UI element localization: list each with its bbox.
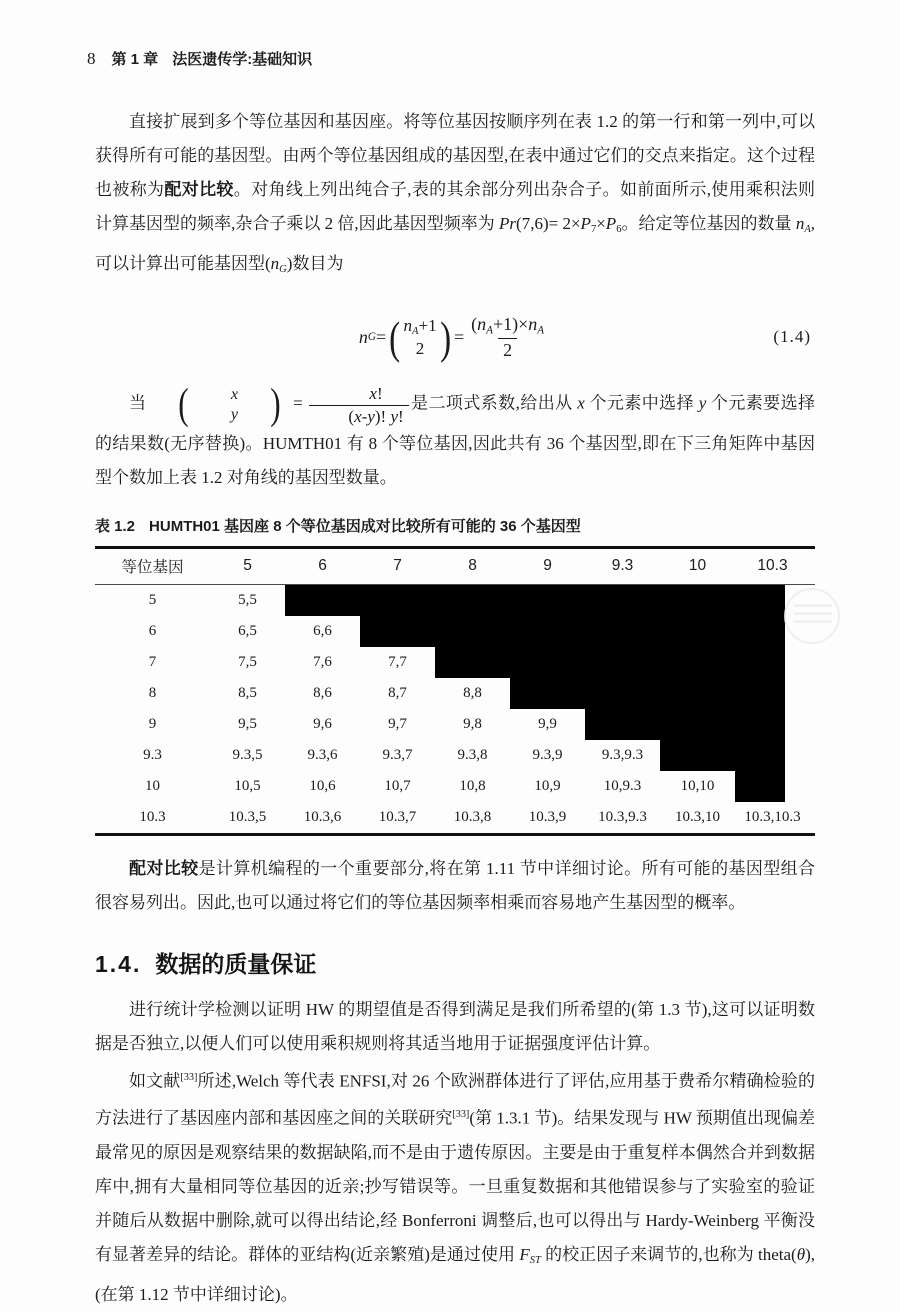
text-run: A (411, 326, 419, 338)
paragraph-hw-testing (95, 993, 815, 1061)
text-run: y (230, 406, 239, 424)
genotype-cell: 10.3,10.3 (744, 808, 801, 825)
masked-cells-block (735, 771, 785, 802)
right-paren: ) (439, 311, 451, 363)
binomial-stack (402, 315, 437, 360)
binomial-coefficient (147, 380, 287, 429)
genotype-cell: 10.3,6 (303, 808, 342, 825)
fraction-numerator (330, 383, 387, 404)
col-header: 6 (318, 557, 327, 575)
genotype-cell: 9.3,6 (307, 746, 338, 763)
genotype-cell: 10,10 (680, 777, 715, 794)
genotype-cell: 9,6 (313, 715, 332, 732)
genotype-cell: 6,6 (313, 622, 332, 639)
genotype-cell: 7,7 (388, 653, 407, 670)
text-run: [33] (180, 1071, 198, 1083)
text-run: P (605, 214, 617, 233)
genotype-cell: 9.3,8 (457, 746, 488, 763)
text-run: [33] (452, 1109, 470, 1121)
text-run: 2 (415, 339, 425, 359)
text-run: - (361, 406, 368, 426)
text-run: 6 (616, 224, 622, 236)
text-run: y (367, 406, 375, 426)
row-label: 5 (148, 591, 157, 608)
genotype-cell: 10.3,9.3 (598, 808, 647, 825)
text-run: ,可以计算出可能基因型( (95, 214, 816, 274)
text-run: (7,6)= 2× (516, 214, 581, 233)
binomial-bottom (197, 405, 238, 425)
text-run: Pr (499, 214, 517, 233)
equation-tag: (1.4) (773, 327, 811, 347)
genotype-cell: 8,6 (313, 684, 332, 701)
table-caption-text: HUMTH01 基因座 8 个等位基因成对比较所有可能的 36 个基因型 (149, 517, 581, 535)
section-heading (95, 946, 815, 979)
table-caption (95, 515, 815, 536)
text-run: n (358, 326, 368, 347)
left-paren: ( (389, 311, 401, 363)
genotype-cell: 8,7 (388, 684, 407, 701)
table-row (95, 802, 815, 833)
genotype-cell: 6,5 (238, 622, 257, 639)
equation-body (95, 301, 815, 373)
text-run: 个元素中选择 (584, 393, 699, 413)
table-row (95, 771, 815, 802)
text-run: +1)× (492, 313, 529, 334)
table-row (95, 709, 815, 740)
text-run: = (453, 326, 465, 347)
text-run: 。对角线上列出纯合子,表的其余部分列出杂合子。如前面所示,使用乘积法则计算基因型的频率,杂合子乘以 2 倍,因此基因型频率为 (95, 180, 816, 233)
text-run: 直接扩展到多个等位基因和基因座。将等位基因按顺序列在表 1.2 的第一行和第一列中,可以获得所有可能的基因型。由两个等位基因组成的基因型,在表中通过它们的交点来指定。这个过程也被称为 (95, 112, 815, 199)
row-label: 6 (148, 622, 157, 639)
col-header-allele: 等位基因 (121, 559, 184, 577)
genotype-table-header (95, 549, 815, 585)
text-run: x (577, 393, 585, 413)
right-paren: ) (270, 380, 281, 429)
row-label: 10 (145, 777, 160, 794)
genotype-cell: 8,8 (463, 684, 482, 701)
text-run: ST (529, 1255, 541, 1267)
masked-cells-block (585, 709, 785, 740)
genotype-cell: 9.3,9 (532, 746, 563, 763)
text-run: F (519, 1245, 530, 1265)
text-run: 如文献 (129, 1071, 181, 1091)
genotype-table (95, 546, 815, 836)
col-header: 5 (243, 557, 252, 575)
masked-cells-block (285, 585, 785, 616)
genotype-cell: 7,6 (313, 653, 332, 670)
table-row (95, 585, 815, 616)
masked-cells-block (435, 647, 785, 678)
table-row (95, 616, 815, 647)
row-label: 9 (148, 715, 157, 732)
text-run: n (403, 315, 412, 335)
table-row (95, 647, 815, 678)
col-header: 10.3 (757, 557, 788, 575)
text-run: +1 (418, 315, 437, 335)
text-run: x (354, 406, 362, 426)
text-run: n (795, 214, 805, 233)
genotype-cell: 10.3,8 (453, 808, 492, 825)
text-run: ! (397, 406, 404, 426)
row-label: 8 (148, 684, 157, 701)
binomial-bottom (416, 338, 425, 359)
masked-cells-block (360, 616, 785, 647)
text-run: n (528, 313, 538, 334)
genotype-cell: 10,9.3 (603, 777, 642, 794)
text-run: n (270, 254, 280, 274)
genotype-cell: 10,9 (534, 777, 561, 794)
paragraph-binomial (95, 380, 816, 495)
page-content (87, 48, 816, 1312)
page-number: 8 (87, 49, 96, 68)
genotype-cell: 5,5 (238, 591, 257, 608)
col-header: 9 (543, 557, 552, 575)
chapter-title: 法医遗传学:基础知识 (172, 51, 313, 68)
col-header: 9.3 (611, 557, 634, 575)
table-caption-label: 表 1.2 (95, 517, 136, 535)
text-run: A (804, 224, 811, 236)
genotype-table-body (95, 585, 815, 833)
genotype-cell: 10,7 (384, 777, 411, 794)
text-run: 。给定等位基因的数量 (621, 214, 796, 233)
equation-1-4 (95, 301, 815, 373)
watermark-stamp (784, 588, 840, 644)
table-row (95, 678, 815, 709)
row-label: 9.3 (143, 746, 162, 763)
genotype-cell: 10,8 (459, 777, 486, 794)
text-run: 2 (503, 340, 513, 361)
emphasis-run: 配对比较 (164, 180, 234, 199)
paragraph-pairwise-programming (95, 852, 815, 920)
fraction-denominator (498, 338, 517, 362)
text-run: y (698, 393, 707, 413)
chapter-label: 第 1 章 (111, 51, 159, 68)
text-run: P (580, 214, 591, 233)
genotype-cell: 10.3,7 (378, 808, 417, 825)
genotype-cell: 9.3,7 (382, 746, 413, 763)
text-run: 的校正因子来调节的,也称为 theta( (540, 1245, 797, 1265)
text-run: ! (376, 384, 383, 404)
text-run: 所述,Welch 等代表 ENFSI,对 26 个欧洲群体进行了评估,应用基于费希尔精确检验的方法进行了基因座内部和基因座之间的关联研究 (95, 1071, 816, 1129)
table-row (95, 740, 815, 771)
genotype-cell: 9.3,5 (232, 746, 263, 763)
binomial-top (197, 385, 238, 405)
masked-cells-block (660, 740, 785, 771)
text-run: A (486, 324, 493, 337)
genotype-cell: 9,7 (388, 715, 407, 732)
binomial-top (403, 315, 436, 338)
row-label: 7 (148, 653, 157, 670)
section-title: 数据的质量保证 (155, 950, 317, 977)
genotype-cell: 10,5 (234, 777, 261, 794)
col-header: 7 (393, 557, 402, 575)
col-header: 8 (468, 557, 477, 575)
genotype-cell: 9,9 (538, 715, 557, 732)
text-run: (第 1.3.1 节)。结果发现与 HW 预期值出现偏差最常见的原因是观察结果的数据缺陷,而不是由于遗传原因。主要是由于重复样本偶然合并到数据库中,拥有大量相同等位基因的近亲;抄写错误等。一旦重复数据和其他错误参与了实验室的验证并随后从数据中删除,就可以得出结论,经 Bonferroni 调整后,也可以得出与 Hardy-Weinberg 平衡没有显著差异的结论。群体的亚结构(近亲繁殖)是通过使用 (95, 1109, 815, 1265)
text-run: )数目为 (286, 254, 344, 274)
fraction-numerator (466, 313, 549, 338)
running-header (87, 48, 815, 69)
genotype-cell: 9,5 (238, 715, 257, 732)
text-run: ),(在第 1.12 节中详细讨论)。 (95, 1245, 815, 1305)
left-paren: ( (178, 380, 190, 429)
text-run: ( (471, 313, 478, 334)
text-run: θ (796, 1245, 806, 1265)
section-number: 1.4. (95, 950, 142, 977)
genotype-cell: 10.3,5 (228, 808, 267, 825)
genotype-cell: 10.3,10 (675, 808, 720, 825)
genotype-cell: 10.3,9 (528, 808, 567, 825)
masked-cells-block (510, 678, 785, 709)
paragraph-pairwise-intro (95, 105, 815, 287)
text-run: 个元素要选择的结果数(无序替换)。HUMTH01 有 8 个等位基因,因此共有 36 个基因型,即在下三角矩阵中基因型个数加上表 1.2 对角线的基因型数量。 (95, 393, 816, 487)
col-header: 10 (688, 557, 707, 575)
text-run: 7 (590, 224, 597, 236)
text-run: x (230, 385, 239, 403)
text-run: A (537, 324, 545, 337)
text-run: )! (374, 406, 391, 426)
text-run: G (279, 264, 287, 276)
binomial-stack (196, 385, 239, 425)
emphasis-run: 配对比较 (129, 858, 199, 878)
text-run: × (596, 214, 606, 233)
fraction-denominator (309, 405, 408, 427)
text-run: 当 (129, 393, 147, 413)
genotype-cell: 9.3,9.3 (601, 746, 644, 763)
text-run: ( (348, 406, 355, 426)
fraction (309, 383, 408, 427)
text-run: 是计算机编程的一个重要部分,将在第 1.11 节中详细讨论。所有可能的基因型组合很容易列出。因此,也可以通过将它们的等位基因频率相乘而容易地产生基因型的概率。 (95, 858, 816, 912)
genotype-cell: 8,5 (238, 684, 257, 701)
binomial-coefficient (387, 311, 453, 363)
genotype-cell: 9,8 (463, 715, 482, 732)
text-run: n (477, 313, 487, 334)
row-label: 10.3 (139, 808, 166, 825)
text-run: 进行统计学检测以证明 HW 的期望值是否得到满足是我们所希望的(第 1.3 节),这可以证明数据是否独立,以便人们可以使用乘积规则将其适当地用于证据强度评估计算。 (95, 999, 815, 1053)
paragraph-enfsi-study (95, 1061, 815, 1312)
text-run: G (367, 331, 376, 344)
text-run: 是二项式系数,给出从 (410, 393, 578, 413)
text-run: y (390, 406, 398, 426)
text-run: x (369, 384, 377, 404)
fraction (466, 313, 549, 362)
genotype-cell: 10,6 (309, 777, 336, 794)
text-run: = (375, 326, 387, 347)
genotype-cell: 7,5 (238, 653, 257, 670)
text-run: = (288, 393, 308, 413)
